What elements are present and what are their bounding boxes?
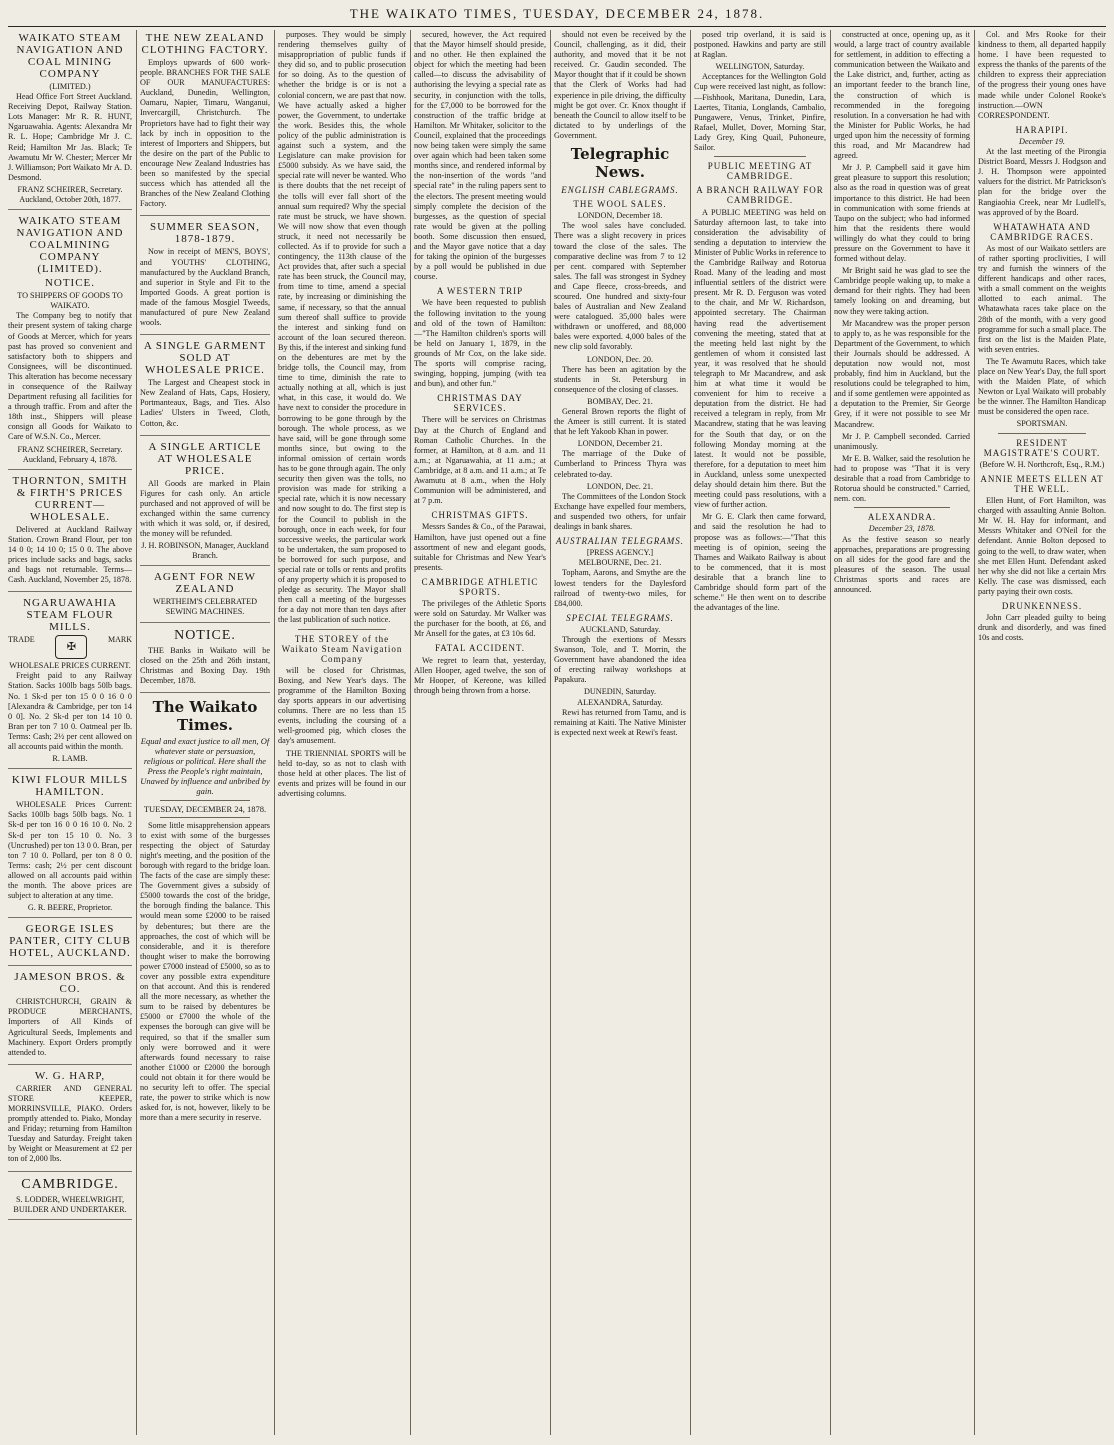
news-paragraph: The Committees of the London Stock Exchange have expelled four members, and suspended two others, for unfair dealings in bank shares. bbox=[554, 491, 686, 532]
news-heading: ALEXANDRA. bbox=[867, 512, 937, 523]
paper-motto: Equal and exact justice to all men, Of whatever state or persuasion, religious or political. Here shall the Press the People's right maintain, Unawed by influence and unbribed by gain. bbox=[140, 735, 270, 797]
trade-label: TRADE bbox=[8, 635, 35, 645]
ad-title: A SINGLE GARMENT SOLD AT WHOLESALE PRICE. bbox=[143, 340, 267, 377]
dateline: DUNEDIN, Saturday. bbox=[583, 687, 656, 697]
ad-body: CARRIER AND GENERAL STORE KEEPER, MORRINSVILLE, PIAKO. Orders promptly attended to. Piako, Monday and Friday; returning from Hamilton Tuesday and Saturday. Freight taken by Weight or Measurement at £2 per ton of 2,000 lbs. bbox=[8, 1083, 132, 1164]
column-divider bbox=[974, 30, 975, 1435]
divider bbox=[160, 817, 250, 818]
news-paragraph: Mr Bright said he was glad to see the Cambridge people waking up, to make a demand for their rights. They had been tamely looking on and dreaming, but now they were taking action. bbox=[834, 266, 970, 316]
ad-clothing-factory bbox=[140, 32, 270, 216]
ad-body: THE Banks in Waikato will be closed on the 25th and 26th instant, Christmas and Boxing Day. 19th December, 1878. bbox=[140, 645, 270, 685]
dateline: ALEXANDRA, Saturday. bbox=[577, 697, 663, 707]
ad-title: KIWI FLOUR MILLS HAMILTON. bbox=[11, 774, 129, 799]
news-heading: ANNIE MEETS ELLEN AT THE WELL. bbox=[980, 473, 1104, 494]
ad-signature: FRANZ SCHEIRER, Secretary. Auckland, October 20th, 1877. bbox=[17, 184, 123, 205]
ad-title: THORNTON, SMITH & FIRTH'S PRICES CURRENT—WHOLESALE. bbox=[12, 474, 128, 523]
ad-title: W. G. HARP, bbox=[34, 1069, 106, 1082]
dateline: December 19. bbox=[1019, 136, 1065, 146]
ad-signature: G. R. BEERE, Proprietor. bbox=[27, 903, 113, 913]
news-heading: RESIDENT MAGISTRATE'S COURT. bbox=[983, 437, 1101, 458]
column-4 bbox=[414, 30, 546, 1435]
ad-signature: J. H. ROBINSON, Manager, Auckland Branch. bbox=[141, 541, 269, 561]
trade-mark-row bbox=[8, 635, 132, 659]
column-divider bbox=[410, 30, 411, 1435]
news-paragraph: The Te Awamutu Races, which take place on New Year's Day, the full sport with the Maiden Plate, of which Newton or Lyal Waikato will probably be the winner. The Hamilton Handicap must be considered the open race. bbox=[978, 356, 1106, 417]
dateline: LONDON, December 21. bbox=[577, 439, 663, 449]
news-heading: DRUNKENNESS. bbox=[1001, 600, 1083, 611]
news-heading: THE STOREY of the Waikato Steam Navigation Company bbox=[281, 633, 403, 664]
ad-jameson-bros bbox=[8, 971, 132, 1065]
ad-single-garment bbox=[140, 340, 270, 435]
news-paragraph: We have been requested to publish the following invitation to the young and old of the town of Hamilton:—"The Hamilton children's sports will be held on January 1, 1879, in the grounds of Mr Cox, on the lake side. The sports will comprise racing, swinging, hopping, jumping (with tea and bun), and other fun." bbox=[414, 298, 546, 389]
news-heading: HARAPIPI. bbox=[1015, 124, 1069, 135]
news-paragraph: Mr J. P. Campbell seconded. Carried unanimously. bbox=[834, 431, 970, 451]
ad-body: WHOLESALE Prices Current: Sacks 100lb bags 50lb bags. No. 1 Sk-d per ton 16 0 0 16 10 0. No. 2 Sk-d per ton 15 10 0. No. 3 (Uncrushed) per ton 13 0 0. Bran, per ton 7 10 0. Pollard, per ton 8 0 0. Terms: cash; 2½ per cent discount allowed on all accounts paid within the month. The above prices are subject to alteration at any time. bbox=[8, 800, 132, 901]
column-divider bbox=[274, 30, 275, 1435]
news-paragraph: Messrs Sandes & Co., of the Parawai, Hamilton, have just opened out a fine assortment of new and elegant goods, suitable for Christmas and New Year's presents. bbox=[414, 522, 546, 572]
ad-ngaruawahia-mills bbox=[8, 597, 132, 769]
news-paragraph: The wool sales have concluded. There was a slight recovery in prices toward the close of the sales. The comparative decline was from 7 to 12 per cent. compared with September sales. The fall was strongest in Sydney and Cape fleece, cross-breeds, and scoured. One hundred and sixty-four bales of Australian and New Zealand were catalogued. 35,000 bales were withdrawn or unoffered, and 88,000 bales were exported. 4,000 bales of the new clip sold favorably. bbox=[554, 221, 686, 352]
ad-cambridge-lodder bbox=[8, 1177, 132, 1220]
mark-label: MARK bbox=[107, 635, 132, 645]
news-paragraph: Rewi has returned from Tamu, and is remaining at Kaiti. The Native Minister is expected next week at Rewi's feast. bbox=[554, 707, 686, 737]
news-paragraph: The privileges of the Athletic Sports were sold on Saturday. Mr Walker was the purchaser for the booth, at £6, and Mr Ansell for the gates, at £3 10s 6d. bbox=[414, 599, 546, 639]
news-paragraph: We regret to learn that, yesterday, Allen Hooper, aged twelve, the son of Mr Hooper, of Kereone, was killed through being thrown from a horse. bbox=[414, 655, 546, 695]
news-heading: CAMBRIDGE ATHLETIC SPORTS. bbox=[421, 576, 539, 597]
ad-subtitle: TO SHIPPERS OF GOODS TO WAIKATO. bbox=[17, 291, 123, 311]
news-heading: PUBLIC MEETING AT CAMBRIDGE. bbox=[707, 161, 813, 182]
ad-sewing-machines bbox=[140, 571, 270, 622]
ad-body: All Goods are marked in Plain Figures for cash only. An article purchased and not approved of will be exchanged within the same currency with which it was sold, or, if desired, the money will be refunded. bbox=[140, 478, 270, 539]
dateline: WELLINGTON, Saturday. bbox=[715, 62, 805, 72]
article-body: should not even be received by the Council, challenging, as it did, their authority, and moved that it be not received. Cr. Gaudin seconded. The Mayor thought that if it could be shown that the Clerk of Works had had experience in pile driving, the difficulty might be got over. Cr. Knox thought if beneath the Council to allow itself to be dictated to by underlings of the Government. bbox=[554, 30, 686, 140]
signature: SPORTSMAN. bbox=[1016, 419, 1068, 429]
column-1 bbox=[8, 30, 132, 1435]
leader-article: Some little misapprehension appears to exist with some of the burgesses respecting the object of Saturday night's meeting, and the position of the borough with regard to the bridge loan. The facts of the case are simply these: The Government gives a subsidy of £5000 towards the cost of the bridge, the borough finding the balance. This would mean some £2000 to be raised by debentures; but there are the approaches, the cost of which will be considerable, and it is therefore thought wiser to make the borrowing power £7000 instead of £5000, so as to cover any possible extra expenditure on that account. And this is rendered all the more necessary, as whether the sum to be raised by debentures be £5000 or £7000 the whole of the expenses the borough can give will be required, so that if the smaller sum only were borrowed and it were afterwards found necessary to raise another £1000 or £2000 the borough could not obtain it for there would be no security left to offer. The special rate, the power to strike which is now asked for, is not, however, likely to be more than a mere security in reserve. bbox=[140, 820, 270, 1123]
news-paragraph: Acceptances for the Wellington Gold Cup were received last night, as follow: —Fishhook, Maritana, Dunedin, Lara, Laertes, Titania, Longlands, Cambalio, Pungawere, Venus, Trinket, Pinfire, Rafael, Mullet, Dover, Morning Star, Lady Grey, King Quail, Puhoneure, Sailor. bbox=[694, 72, 826, 153]
news-subheading: (Before W. H. Northcroft, Esq., R.M.) bbox=[979, 459, 1105, 469]
ad-body: Delivered at Auckland Railway Station. Crown Brand Flour, per ton 14 0 0; 14 10 0; 15 0 0. The above prices include sacks and bags, sacks and bags not returnable. Terms—Cash. Auckland, November 25, 1878. bbox=[8, 524, 132, 585]
ad-title: JAMESON BROS. & CO. bbox=[14, 971, 126, 996]
ad-panter-hotel bbox=[8, 923, 132, 966]
news-paragraph: The marriage of the Duke of Cumberland to Princess Thyra was celebrated to-day. bbox=[554, 449, 686, 479]
article-body: Col. and Mrs Rooke for their kindness to them, all departed happily home. I have been requested to express the thanks of the parents of the children to express their appreciation of the progress their young ones have made while under Colonel Rooke's instruction.—OWN CORRESPONDENT. bbox=[978, 30, 1106, 120]
divider bbox=[854, 507, 950, 508]
ad-body: Now in receipt of MEN'S, BOYS', and YOUTHS' CLOTHING, manufactured by the Auckland Branch, and superior in Style and Fit to the Imported Goods. A great portion is made of the famous Mosgiel Tweeds, manufactured of pure New Zealand wools. bbox=[140, 247, 270, 328]
ad-banks-notice bbox=[140, 628, 270, 693]
section-subtitle: ENGLISH CABLEGRAMS. bbox=[561, 185, 679, 196]
dateline: AUCKLAND, Saturday. bbox=[579, 624, 661, 634]
ad-title: NGARUAWAHIA STEAM FLOUR MILLS. bbox=[23, 597, 117, 634]
article-body: posed trip overland, it is said is postponed. Hawkins and party are still at Raglan. bbox=[694, 30, 826, 60]
news-paragraph: will be closed for Christmas, Boxing, and New Year's days. The programme of the Hamilton Boxing day sports appears in our advertising columns. There are no less than 15 events, including the coursing of a well-groomed pig, which closes the day's amusement. bbox=[278, 665, 406, 746]
news-paragraph: As most of our Waikato settlers are of rather sporting proclivities, I will try and furnish the winners of the different handicaps and other races, with a small comment on the weights allotted to each animal. The Whatawhata races take place on the 28th of the month, with a very good programme for such a small place. The first on the list is the Maiden Plate, with seven entries. bbox=[978, 243, 1106, 354]
divider bbox=[160, 800, 250, 801]
news-subheading: A BRANCH RAILWAY FOR CAMBRIDGE. bbox=[696, 185, 824, 206]
news-paragraph: There will be services on Christmas Day at the Church of England and Roman Catholic Churches. In the former, at Hamilton, at 8 a.m. and 11 a.m.; at Ngaruawahia, at 11 a.m.; at Cambridge, at 8 a.m. and 11 a.m.; at Te Awamutu at 8 a.m., when the Holy Communion will be administered, and at 7 p.m. bbox=[414, 415, 546, 506]
trade-mark-emblem-icon: ✠ bbox=[55, 635, 87, 659]
article-body: constructed at once, opening up, as it would, a large tract of country available for settlement, in addition to effecting a communication between the Waikato and the Lake district, and, further, acting as an important feeder to the branch line, the construction of which is recommended in the foregoing resolution. In a conversation he had with the Minister for Public Works, he had urged upon him the necessity of forming this road, and Mr Macandrew had agreed. bbox=[834, 30, 970, 161]
news-paragraph: General Brown reports the flight of the Ameer is still current. It is stated that he left Yakoob Khan in power. bbox=[554, 407, 686, 437]
ad-title: GEORGE ISLES PANTER, CITY CLUB HOTEL, AUCKLAND. bbox=[9, 923, 131, 960]
column-divider bbox=[136, 30, 137, 1435]
news-paragraph: Mr J. P. Campbell said it gave him great pleasure to support this resolution; also as the road in question was of great importance to this district. He had been in communication with some friends at Taupo on the subject; who had informed him that the residents there would willingly do what they could to bring pressure on the Government to have it formed without delay. bbox=[834, 163, 970, 264]
dateline: BOMBAY, Dec. 21. bbox=[587, 396, 653, 406]
dateline: December 23, 1878. bbox=[868, 524, 936, 534]
column-8 bbox=[978, 30, 1106, 1435]
news-heading: CHRISTMAS GIFTS. bbox=[431, 510, 529, 521]
news-paragraph: Mr G. E. Clark then came forward, and said the resolution he had to propose was as follows:—"That this meeting is of opinion, seeing the Thames and Waikato Railway is about to be commenced, that it is most desirable that a branch line to Cambridge should form part of the scheme." He then went on to describe the advantages of the line. bbox=[694, 512, 826, 613]
divider bbox=[998, 433, 1086, 434]
ad-notice-label: NOTICE. bbox=[44, 277, 96, 290]
divider bbox=[714, 156, 806, 157]
ad-title: THE NEW ZEALAND CLOTHING FACTORY. bbox=[141, 32, 269, 56]
ad-thornton-prices bbox=[8, 475, 132, 593]
ad-title: NOTICE. bbox=[174, 627, 236, 643]
column-7 bbox=[834, 30, 970, 1435]
column-2 bbox=[140, 30, 270, 1435]
news-heading: WHATAWHATA AND CAMBRIDGE RACES. bbox=[990, 221, 1094, 242]
ad-harp bbox=[8, 1070, 132, 1172]
news-heading: A WESTERN TRIP bbox=[436, 286, 524, 297]
news-paragraph: John Carr pleaded guilty to being drunk and disorderly, and was fined 10s and costs. bbox=[978, 613, 1106, 643]
ad-kiwi-mills bbox=[8, 774, 132, 918]
news-paragraph: Ellen Hunt, of Fort Hamilton, was charged with assaulting Annie Bolton. Mr W. H. Hay for informant, and Messrs Whitaker and O'Neil for the defendant. Annie Bolton deposed to going to the well, to draw water, when she met Ellen Hunt. Defendant asked her why she did not like a certain Mrs Kelly. The case was dismissed, each party paying their own costs. bbox=[978, 496, 1106, 596]
paper-title: The Waikato Times. bbox=[152, 697, 258, 734]
column-divider bbox=[830, 30, 831, 1435]
paper-date: TUESDAY, DECEMBER 24, 1878. bbox=[143, 803, 267, 814]
column-divider bbox=[550, 30, 551, 1435]
ad-body: The Company beg to notify that their present system of taking charge of Goods at Mercer, which for years past has proved so convenient and satisfactory both to shippers and Consignees, will be discontinued. This alteration has become necessary in consequence of the Railway Department refusing all facilities for a through traffic. From and after the 18th inst., Shippers will please consign all Goods for Waikato to Care of W.S.N. Co., Mercer. bbox=[8, 311, 132, 442]
dateline: MELBOURNE, Dec. 21. bbox=[578, 558, 662, 568]
press-label: [PRESS AGENCY.] bbox=[586, 548, 654, 558]
ad-title: AGENT FOR NEW ZEALAND bbox=[153, 571, 256, 596]
dateline: LONDON, Dec. 21. bbox=[586, 481, 654, 491]
ad-body: Head Office Fort Street Auckland. Receiving Depot, Railway Station. Lots Manager: Mr R. R. HUNT, Ngaruawahia. Agents: Alexandra Mr R. L. Hope; Cambridge Mr J. C. Reid; Hamilton Mr Jas. Black; Te Awamutu Mr W. Chester; Mercer Mr J. Williamson; Port Waikato Mr A. D. Desmond. bbox=[8, 92, 132, 182]
news-heading: AUSTRALIAN TELEGRAMS. bbox=[556, 536, 684, 547]
news-paragraph: Topham, Aarons, and Smythe are the lowest tenders for the Daylesford railroad of twenty-two miles, for £84,000. bbox=[554, 568, 686, 608]
ad-summer-season bbox=[140, 221, 270, 335]
article-body: purposes. They would be simply rendering themselves guilty of misappropriation of public funds if they did so, and to public prosecution for so doing. As to the question of whether the bridge is or is not a colonial concern, we are past that now. We have actually asked a higher power, the Government, to undertake the work. Besides this, the whole policy of the public administration is against such a system, and the Legislature can make provision for £5000 subsidy. As we have said, the special rate will never be wanted. Who is there doubts that the net receipt of the tolls will ever fall short of the annual sum required? Why the special rate must be struck, we have shown. We will now show that even though struck, it need not necessarily be collected. As if to provide for such a contingency, the 113th clause of the Act provides that, after such a special rate has been struck, the Council may, from time to time, amend a special rate, by increasing or diminishing the same, if necessary, so that the annual sum thereof shall suffice to provide the interest and sinking fund on account of the loan secured thereon. By this, if the interest and sinking fund on the debentures are met by the bridge tolls, the Council may, from time to time, diminish the rate to actually nothing at all, which is just what, in this case, it would do. We have next to consider the procedure in borrowing to be gone through by the borough. The whole process, as we have said, will be gone through some months since, but owing to the informal omission of certain words has to be gone through again. The only security then given was the tolls, no provision was made for striking a special rate, which it is now necessary and now sought to do. The first step is for the Council to publish in the borough, once in each week, for four successive weeks, the particular work to be undertaken, the sum proposed to be borrowed for such purpose, and special rate or tolls or rents and profits of any property which it is proposed to pledge as security. The Mayor shall then call a meeting of the burgesses for a day not more than ten days after the last publication of such notice. bbox=[278, 30, 406, 625]
telegraphic-news-title: Telegraphic News. bbox=[570, 145, 670, 182]
ad-body: S. LODDER, WHEELWRIGHT, BUILDER AND UNDERTAKER. bbox=[13, 1194, 127, 1214]
news-heading: FATAL ACCIDENT. bbox=[434, 643, 526, 654]
ad-title: CAMBRIDGE. bbox=[21, 1176, 119, 1192]
divider bbox=[298, 629, 386, 630]
column-6 bbox=[694, 30, 826, 1435]
column-3 bbox=[278, 30, 406, 1435]
news-paragraph: A PUBLIC MEETING was held on Saturday afternoon last, to take into consideration the advisability of sending a deputation to interview the Minister of Public Works in reference to the Cambridge Railway and Rotorua Road. Many of the leading and most influential settlers of the district were present. Mr R. D. Ferguson was voted to the chair, and Mr W. Richardson, appointed secretary. The Chairman having read the advertisement convening the meeting, stated that at the meeting held last night by the gentlemen of whom it consisted last year, it was resolved that he should telegraph to Mr Macandrew, and ask him at what time it would be convenient for him to receive a deputation from the district. He had received a telegram in reply, from Mr Macandrew, stating that he was leaving for the South that day, or on the following Monday morning at the latest. It would not be possible, therefore, for a deputation to meet him in Auckland, unless some unexpected delay should detain him there. But the meeting could pass resolutions, with a view of further action. bbox=[694, 207, 826, 510]
ad-title: WAIKATO STEAM NAVIGATION AND COAL MINING COMPANY bbox=[16, 32, 124, 80]
ad-body: The Largest and Cheapest stock in New Zealand of Hats, Caps, Hosiery, Portmanteaux, Bags, and Ties. Also Ladies' Ulsters in Tweed, Cloth, Cotton, &c. bbox=[140, 378, 270, 428]
ad-signature: FRANZ SCHEIRER, Secretary. Auckland, February 4, 1878. bbox=[17, 444, 123, 464]
article-body: secured, however, the Act required that the Mayor himself should preside, and no other. He then explained the object for which the meeting had been called—to discuss the advisability of authorising the levying a special rate as security, in conjunction with the tolls, for the £7,000 to be borrowed for the construction of the traffic bridge at Hamilton. Mr Whitaker, solicitor to the Council, explained that the proceedings now being taken were simply the same over again which had been taken some months since, and rendered informal by the non-insertion of the words "and special rate" in the ruling papers sent to the electors. The present meeting would simply complete the decision of the burgesses, as the question of special rate would be given at the polling booth. Some discussion then ensued, and the Mayor gave notice that a day for taking the opinion of the burgesses by a poll would be published in due course. bbox=[414, 30, 546, 282]
dateline: LONDON, December 18. bbox=[577, 211, 663, 221]
ad-subtitle: WHOLESALE PRICES CURRENT. bbox=[9, 661, 131, 671]
ad-signature: R. LAMB. bbox=[52, 754, 88, 764]
news-heading: SPECIAL TELEGRAMS. bbox=[566, 612, 674, 623]
news-paragraph: As the festive season so nearly approaches, preparations are progressing on all sides for the good fare and the pleasures of the season. The usual Christmas sports and races are announced. bbox=[834, 534, 970, 594]
ad-body: Employs upwards of 600 work-people. BRANCHES FOR THE SALE OF OUR MANUFACTURES: Auckland, Dunedin, Wellington, Oamaru, Napier, Timaru, Wanganui, Invercargill, Christchurch. The Proprietors have had to fight their way lack by inch in opposition to the interest of Importers and Shippers, but the desire on the part of the Public to encourage New Zealand Industries has been so manifested by the special success which has attended all the Branches of the New Zealand Clothing Factory. bbox=[140, 58, 270, 209]
ad-single-article bbox=[140, 441, 270, 567]
ad-body: WERTHEIM'S CELEBRATED SEWING MACHINES. bbox=[152, 597, 257, 617]
column-divider bbox=[690, 30, 691, 1435]
news-heading: CHRISTMAS DAY SERVICES. bbox=[437, 393, 523, 414]
ad-subtitle: (LIMITED.) bbox=[49, 82, 91, 91]
ad-waikato-steam bbox=[8, 32, 132, 210]
news-paragraph: Through the exertions of Messrs Swanson, Tole, and T. Morrin, the Government have abandoned the idea of erecting railway workshops at Papakura. bbox=[554, 634, 686, 685]
news-paragraph: There has been an agitation by the students in St. Petersburg in consequence of the closing of classes. bbox=[554, 364, 686, 394]
news-paragraph: THE TRIENNIAL SPORTS will be held to-day, so as not to clash with those held at other places. The list of events and prizes will be found in our advertising columns. bbox=[278, 748, 406, 798]
news-paragraph: Mr Macandrew was the proper person to apply to, as he was responsible for the Department of the Government, to which their Journals should be addressed. A deputation now would not, most probably, find him in Auckland, but the resolutions could be telegraphed to him, and if some gentlemen were appointed as a deputation to the Premier, Sir George Grey, if it were not possible to see Mr Macandrew. bbox=[834, 318, 970, 429]
column-5 bbox=[554, 30, 686, 1435]
news-paragraph: At the last meeting of the Pirongia District Board, Messrs J. Hodgson and J. H. Thompson were appointed valuers for the district. Mr Patrickson's plan for the bridge over the Rangiaohia Creek, near Mr Ludlell's, was approved of by the Board. bbox=[978, 147, 1106, 217]
masthead-rule bbox=[8, 26, 1106, 27]
dateline: LONDON, Dec. 20. bbox=[586, 354, 654, 364]
masthead: THE WAIKATO TIMES, TUESDAY, DECEMBER 24, 1878. bbox=[349, 6, 765, 21]
ad-waikato-notice bbox=[8, 215, 132, 470]
ad-title: SUMMER SEASON, 1878-1879. bbox=[150, 221, 260, 246]
news-paragraph: Mr E. B. Walker, said the resolution he had to propose was "That it is very desirable that a road from Cambridge to Rotorua should be constructed." Carried, nem. con. bbox=[834, 453, 970, 504]
ad-title: A SINGLE ARTICLE AT WHOLESALE PRICE. bbox=[148, 440, 262, 477]
ad-title: WAIKATO STEAM NAVIGATION AND COALMINING COMPANY (LIMITED). bbox=[16, 215, 124, 276]
ad-body: Freight paid to any Railway Station. Sacks 100lb bags 50lb bags. No. 1 Sk-d per ton 15 0 0 16 0 0 [Alexandra & Cambridge, per ton 14 0 0]. No. 2 Sk-d per ton 14 10 0. Bran per ton 7 10 0. Oatmeal per lb. Terms: Cash; 2½ per cent allowed on all accounts paid within the month. bbox=[8, 671, 132, 752]
news-heading: THE WOOL SALES. bbox=[573, 199, 667, 210]
ad-body: CHRISTCHURCH, GRAIN & PRODUCE MERCHANTS, Importers of All Kinds of Agricultural Seeds, Implements and Machinery. Export Orders promptly attended to. bbox=[8, 997, 132, 1057]
